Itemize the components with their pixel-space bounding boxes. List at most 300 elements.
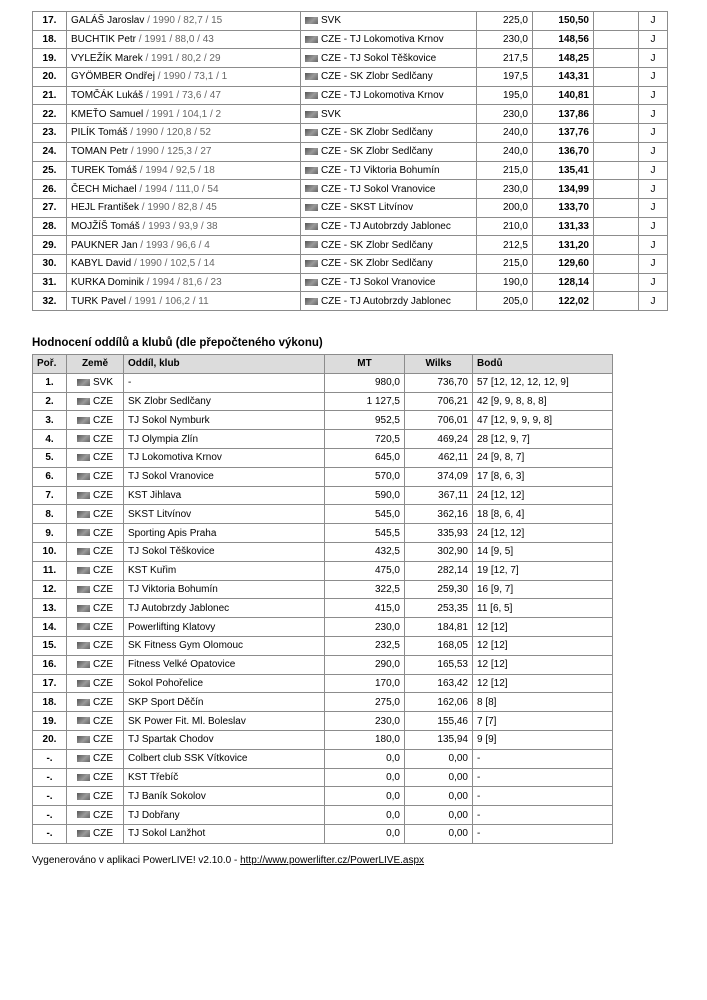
country-flag-icon [305,92,318,99]
result-total: 197,5 [477,68,533,87]
club-rank: 5. [33,448,67,467]
lifter-separator: / [142,220,149,232]
country-code: CZE [93,471,113,483]
result-club [301,254,477,273]
country-code: CZE [93,790,113,802]
club-country [67,467,124,486]
lifter-name: KMEŤO Samuel [71,108,144,120]
result-rank: 28. [33,217,67,236]
result-category: J [639,217,668,236]
result-rank: 17. [33,12,67,31]
club-name: TJ Viktoria Bohumín [124,580,325,599]
club-wilks: 0,00 [405,824,473,843]
lifter-name: HEJL František [71,202,139,214]
result-rank: 18. [33,30,67,49]
club-name: TJ Spartak Chodov [124,730,325,749]
club-wilks: 259,30 [405,580,473,599]
club-name: CZE - TJ Autobrzdy Jablonec [321,295,451,307]
lifter-info: 1990 / 82,7 / 15 [152,15,223,27]
result-total: 240,0 [477,124,533,143]
club-mt: 322,5 [325,580,405,599]
result-extra [594,161,639,180]
lifter-separator: / [146,276,153,288]
result-points: 143,31 [533,68,594,87]
club-name: CZE - TJ Sokol Vranovice [321,183,436,195]
country-flag-icon [77,699,90,706]
club-name: SKST Litvínov [124,505,325,524]
club-row [33,693,613,712]
club-rank: 15. [33,636,67,655]
country-flag-icon [77,511,90,518]
club-country [67,655,124,674]
club-name: CZE - TJ Sokol Vranovice [321,276,436,288]
club-row [33,787,613,806]
country-flag-icon [77,529,90,536]
result-row [33,217,668,236]
lifter-info: 1993 / 93,9 / 38 [148,220,218,232]
result-extra [594,198,639,217]
result-extra [594,273,639,292]
club-name: SK Fitness Gym Olomouc [124,636,325,655]
club-row [33,618,613,637]
result-total: 215,0 [477,161,533,180]
club-points: 18 [8, 6, 4] [473,505,613,524]
result-extra [594,292,639,311]
country-code: CZE [93,771,113,783]
club-name: CZE - SK Zlobr Sedlčany [321,239,433,251]
country-flag-icon [305,17,318,24]
club-wilks: 0,00 [405,787,473,806]
club-mt: 230,0 [325,712,405,731]
club-name: TJ Baník Sokolov [124,787,325,806]
result-category: J [639,292,668,311]
club-points: 11 [6, 5] [473,599,613,618]
header-points: Bodů [473,355,613,374]
result-club [301,273,477,292]
club-wilks: 367,11 [405,486,473,505]
result-total: 205,0 [477,292,533,311]
country-code: CZE [93,527,113,539]
country-flag-icon [77,680,90,687]
country-flag-icon [77,605,90,612]
club-points: 17 [8, 6, 3] [473,467,613,486]
club-mt: 952,5 [325,411,405,430]
country-code: CZE [93,546,113,558]
result-points: 148,25 [533,49,594,68]
club-country [67,486,124,505]
result-points: 133,70 [533,198,594,217]
result-lifter [67,30,301,49]
club-mt: 275,0 [325,693,405,712]
club-points: 12 [12] [473,674,613,693]
club-rank: -. [33,787,67,806]
country-code: SVK [92,377,113,389]
result-points: 150,50 [533,12,594,31]
club-country [67,674,124,693]
country-code: CZE [93,621,113,633]
country-code: CZE [93,414,113,426]
country-flag-icon [305,279,318,286]
result-lifter [67,124,301,143]
club-wilks: 165,53 [405,655,473,674]
country-code: CZE [93,433,113,445]
club-name: CZE - TJ Autobrzdy Jablonec [321,220,451,232]
lifter-separator: / [157,71,164,83]
lifter-name: KURKA Dominik [71,276,144,288]
result-lifter [67,217,301,236]
club-name: TJ Sokol Těškovice [124,542,325,561]
result-points: 140,81 [533,86,594,105]
club-wilks: 362,16 [405,505,473,524]
result-category: J [639,273,668,292]
club-country [67,768,124,787]
lifter-separator: / [147,15,153,27]
lifter-name: PILÍK Tomáš [71,127,128,139]
result-category: J [639,198,668,217]
result-rank: 24. [33,142,67,161]
country-flag-icon [77,417,90,424]
club-points: 12 [12] [473,636,613,655]
club-country [67,448,124,467]
club-rank: 8. [33,505,67,524]
result-total: 230,0 [477,30,533,49]
result-club [301,86,477,105]
result-rank: 32. [33,292,67,311]
country-code: CZE [93,753,113,765]
club-points: - [473,749,613,768]
club-name: Fitness Velké Opatovice [124,655,325,674]
result-lifter [67,273,301,292]
lifter-info: 1991 / 104,1 / 2 [151,108,222,120]
country-flag-icon [77,435,90,442]
result-club [301,142,477,161]
result-row [33,292,668,311]
club-mt: 545,0 [325,505,405,524]
club-rank: 10. [33,542,67,561]
header-rank: Poř. [33,355,67,374]
club-points: - [473,787,613,806]
club-rank: 18. [33,693,67,712]
result-points: 122,02 [533,292,594,311]
lifter-separator: / [134,258,140,270]
country-code: CZE [93,583,113,595]
club-name: TJ Sokol Vranovice [124,467,325,486]
result-extra [594,86,639,105]
club-row [33,655,613,674]
club-row [33,505,613,524]
lifter-name: VYLEŽÍK Marek [71,52,143,64]
result-lifter [67,105,301,124]
result-points: 134,99 [533,180,594,199]
country-flag-icon [77,811,90,818]
footer-link[interactable]: http://www.powerlifter.cz/PowerLIVE.aspx [240,855,425,866]
lifter-separator: / [130,127,136,139]
header-club: Oddíl, klub [124,355,325,374]
lifter-name: BUCHTIK Petr [71,34,137,46]
result-lifter [67,198,301,217]
club-rank: 17. [33,674,67,693]
club-row [33,749,613,768]
club-row [33,561,613,580]
result-row [33,68,668,87]
country-code: CZE [93,734,113,746]
club-name: CZE - SK Zlobr Sedlčany [321,146,433,158]
club-row [33,448,613,467]
club-name: SK Power Fit. Ml. Boleslav [124,712,325,731]
club-mt: 230,0 [325,618,405,637]
result-points: 128,14 [533,273,594,292]
club-rank: 2. [33,392,67,411]
lifter-info: 1990 / 125,3 / 27 [136,146,212,158]
result-extra [594,105,639,124]
club-name: SVK [321,15,342,27]
club-country [67,542,124,561]
result-extra [594,124,639,143]
club-country [67,693,124,712]
club-mt: 290,0 [325,655,405,674]
club-name: SK Zlobr Sedlčany [124,392,325,411]
club-mt: 1 127,5 [325,392,405,411]
country-flag-icon [305,223,318,230]
club-points: 8 [8] [473,693,613,712]
footer [32,855,424,866]
club-mt: 415,0 [325,599,405,618]
country-flag-icon [305,260,318,267]
club-country [67,730,124,749]
country-flag-icon [305,55,318,62]
lifter-info: 1993 / 96,6 / 4 [145,239,210,251]
result-row [33,142,668,161]
result-extra [594,254,639,273]
club-wilks: 736,70 [405,373,473,392]
club-country [67,505,124,524]
lifter-separator: / [139,164,146,176]
result-club [301,30,477,49]
club-wilks: 462,11 [405,448,473,467]
club-row [33,580,613,599]
header-mt: MT [325,355,405,374]
result-category: J [639,236,668,255]
country-flag-icon [77,642,90,649]
club-rank: 16. [33,655,67,674]
result-rank: 21. [33,86,67,105]
club-row [33,467,613,486]
club-wilks: 706,01 [405,411,473,430]
club-points: 9 [9] [473,730,613,749]
club-row [33,712,613,731]
club-name: Sokol Pohořelice [124,674,325,693]
result-points: 131,20 [533,236,594,255]
result-points: 135,41 [533,161,594,180]
club-country [67,392,124,411]
club-country [67,636,124,655]
club-points: 47 [12, 9, 9, 9, 8] [473,411,613,430]
country-flag-icon [305,204,318,211]
club-rank: 19. [33,712,67,731]
result-rank: 29. [33,236,67,255]
result-rank: 26. [33,180,67,199]
country-flag-icon [305,148,318,155]
club-row [33,430,613,449]
country-flag-icon [77,548,90,555]
lifter-info: 1990 / 120,8 / 52 [135,127,211,139]
club-country [67,618,124,637]
club-mt: 0,0 [325,824,405,843]
club-rank: 7. [33,486,67,505]
result-category: J [639,105,668,124]
lifter-name: ČECH Michael [71,183,137,195]
result-rank: 31. [33,273,67,292]
result-rank: 20. [33,68,67,87]
country-flag-icon [77,398,90,405]
club-wilks: 374,09 [405,467,473,486]
club-country [67,524,124,543]
country-code: CZE [93,508,113,520]
lifter-separator: / [146,108,152,120]
club-mt: 0,0 [325,806,405,825]
result-total: 190,0 [477,273,533,292]
club-points: 24 [9, 8, 7] [473,448,613,467]
club-name: TJ Olympia Zlín [124,430,325,449]
clubs-table [32,354,613,844]
club-mt: 0,0 [325,749,405,768]
result-club [301,68,477,87]
footer-text: Vygenerováno v aplikaci PowerLIVE! v2.10.0 - [32,855,241,866]
club-name: TJ Sokol Nymburk [124,411,325,430]
country-flag-icon [77,661,90,668]
club-wilks: 253,35 [405,599,473,618]
result-lifter [67,254,301,273]
lifter-name: MOJŽÍŠ Tomáš [71,220,140,232]
club-mt: 475,0 [325,561,405,580]
lifter-name: KABYL David [71,258,132,270]
club-country [67,580,124,599]
result-rank: 23. [33,124,67,143]
lifter-info: 1994 / 92,5 / 18 [145,164,215,176]
result-category: J [639,68,668,87]
club-mt: 232,5 [325,636,405,655]
result-rank: 27. [33,198,67,217]
club-name: KST Kuřim [124,561,325,580]
lifter-name: PAUKNER Jan [71,239,138,251]
club-country [67,787,124,806]
club-row [33,411,613,430]
result-lifter [67,161,301,180]
club-name: Colbert club SSK Vítkovice [124,749,325,768]
country-code: CZE [93,489,113,501]
country-flag-icon [305,167,318,174]
lifter-info: 1991 / 80,2 / 29 [151,52,221,64]
result-lifter [67,142,301,161]
result-extra [594,12,639,31]
lifter-info: 1991 / 73,6 / 47 [151,90,221,102]
club-name: TJ Sokol Lanžhot [124,824,325,843]
lifter-info: 1991 / 106,2 / 11 [134,295,209,307]
club-rank: 11. [33,561,67,580]
clubs-table-body [33,373,613,843]
result-club [301,217,477,236]
result-club [301,105,477,124]
lifter-separator: / [128,295,135,307]
result-rank: 25. [33,161,67,180]
result-lifter [67,180,301,199]
result-extra [594,49,639,68]
result-row [33,49,668,68]
country-flag-icon [77,755,90,762]
country-code: CZE [93,677,113,689]
club-wilks: 155,46 [405,712,473,731]
result-row [33,86,668,105]
result-row [33,124,668,143]
result-total: 215,0 [477,254,533,273]
club-mt: 0,0 [325,768,405,787]
club-rank: 1. [33,373,67,392]
result-total: 230,0 [477,105,533,124]
result-club [301,49,477,68]
result-total: 195,0 [477,86,533,105]
club-country [67,599,124,618]
club-rank: -. [33,749,67,768]
result-category: J [639,30,668,49]
result-club [301,161,477,180]
lifter-separator: / [130,146,137,158]
lifter-separator: / [138,34,145,46]
club-country [67,411,124,430]
club-row [33,730,613,749]
country-flag-icon [77,586,90,593]
club-mt: 570,0 [325,467,405,486]
lifter-separator: / [141,202,148,214]
country-flag-icon [77,567,90,574]
club-row [33,674,613,693]
club-points: 24 [12, 12] [473,524,613,543]
result-extra [594,236,639,255]
lifter-info: 1990 / 73,1 / 1 [163,71,228,83]
club-mt: 720,5 [325,430,405,449]
club-mt: 545,5 [325,524,405,543]
club-rank: 14. [33,618,67,637]
result-lifter [67,12,301,31]
club-mt: 432,5 [325,542,405,561]
club-name: CZE - SK Zlobr Sedlčany [321,71,433,83]
country-flag-icon [305,73,318,80]
club-points: 12 [12] [473,618,613,637]
club-name: SVK [321,108,342,120]
club-points: 28 [12, 9, 7] [473,430,613,449]
result-row [33,105,668,124]
club-name: CZE - SK Zlobr Sedlčany [321,127,433,139]
country-flag-icon [77,379,90,386]
club-rank: 9. [33,524,67,543]
result-lifter [67,236,301,255]
club-mt: 590,0 [325,486,405,505]
result-rank: 19. [33,49,67,68]
club-mt: 0,0 [325,787,405,806]
result-extra [594,30,639,49]
country-code: CZE [93,809,113,821]
lifter-separator: / [139,183,145,195]
result-total: 200,0 [477,198,533,217]
club-points: 42 [9, 9, 8, 8, 8] [473,392,613,411]
club-name: KST Jihlava [124,486,325,505]
lifter-info: 1990 / 82,8 / 45 [147,202,217,214]
club-name: TJ Dobřany [124,806,325,825]
result-category: J [639,254,668,273]
club-rank: -. [33,806,67,825]
country-flag-icon [305,111,318,118]
result-lifter [67,49,301,68]
result-lifter [67,292,301,311]
